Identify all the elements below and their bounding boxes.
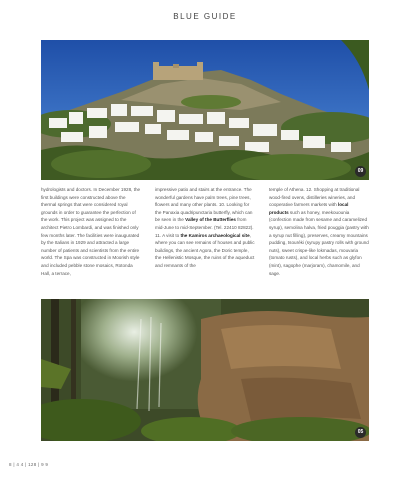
column-2-paragraph xyxy=(155,186,255,270)
col3-text-3: such as honey, meekouounia (confection made from sesame and caramelized syrup), semolina halva, fried pouggia (pastry with a syrup nut filling), preserves, creamy mountains pudding, tsouréki (syrupy pastry rolls with ground nuts), sweet crispe-like lokmadas, mouvaria (tomato rusts), and local herbs such as glyfon (mint), sagophe (marjoram), chamomile, and sage. xyxy=(269,209,369,276)
column-3-paragraph xyxy=(269,186,369,277)
col2-text-4: 11. A visit to xyxy=(155,232,181,238)
col3-bold-local-products: local products xyxy=(269,202,349,215)
col3-text-2: 12. Shopping at traditional wood-fired ovens, distilleries wineries, and cooperative farmers markets with xyxy=(269,187,360,208)
col2-text-1: impressive patio and stairs at the entrance. The wonderful gardens have palm trees, pine trees, flowers and many other plants. xyxy=(155,187,252,208)
text-column-3 xyxy=(269,186,369,292)
running-header: BLUE GUIDE xyxy=(173,12,237,21)
col2-bold-kamiros: the Kamiros archaeological site xyxy=(180,232,250,238)
text-column-1 xyxy=(41,186,141,292)
article-text-columns xyxy=(41,186,369,292)
col3-text-1: temple of Athena. xyxy=(269,187,305,192)
col2-bold-valley: Valley of the Butterflies xyxy=(185,217,236,223)
photo-number-badge: 09 xyxy=(355,166,366,177)
page-footer: 8 | 4 4 | 128 | 9 9 xyxy=(9,462,49,467)
column-1-paragraph: hydrologists and doctors. In December 1928, the first buildings were constructed above the thermal springs that were considered royal grounds in order to guarantee the perfection of the work. This project was assigned to the architect Pietro Lombardi, and was finished only few months later. The facilities were inaugurated by the Italians in 1929 and attracted a large number of patients and scientists from the entire world. The Spa was constructed in Moorish style and included pebble stone mosaics, Rotonda Hall, a terrace, xyxy=(41,187,141,276)
col2-text-2: 10. Looking for the Panaxia quadripunctaria butterfly, which can be seen in the xyxy=(155,202,253,223)
forest-waterfall-photo xyxy=(41,299,369,441)
col2-text-3: from mid-June to mid-September. (Tel. 22410 82822). xyxy=(155,217,254,230)
text-column-2 xyxy=(155,186,255,292)
col2-text-5: , where you can see remains of houses and public buildings, the ancient Agora, the Doric temple, the Hellenistic Mosque, the ruins of the aqueduct and remnants of the xyxy=(155,232,255,268)
photo-number-badge: 05 xyxy=(355,427,366,438)
lindos-village-photo xyxy=(41,40,369,180)
